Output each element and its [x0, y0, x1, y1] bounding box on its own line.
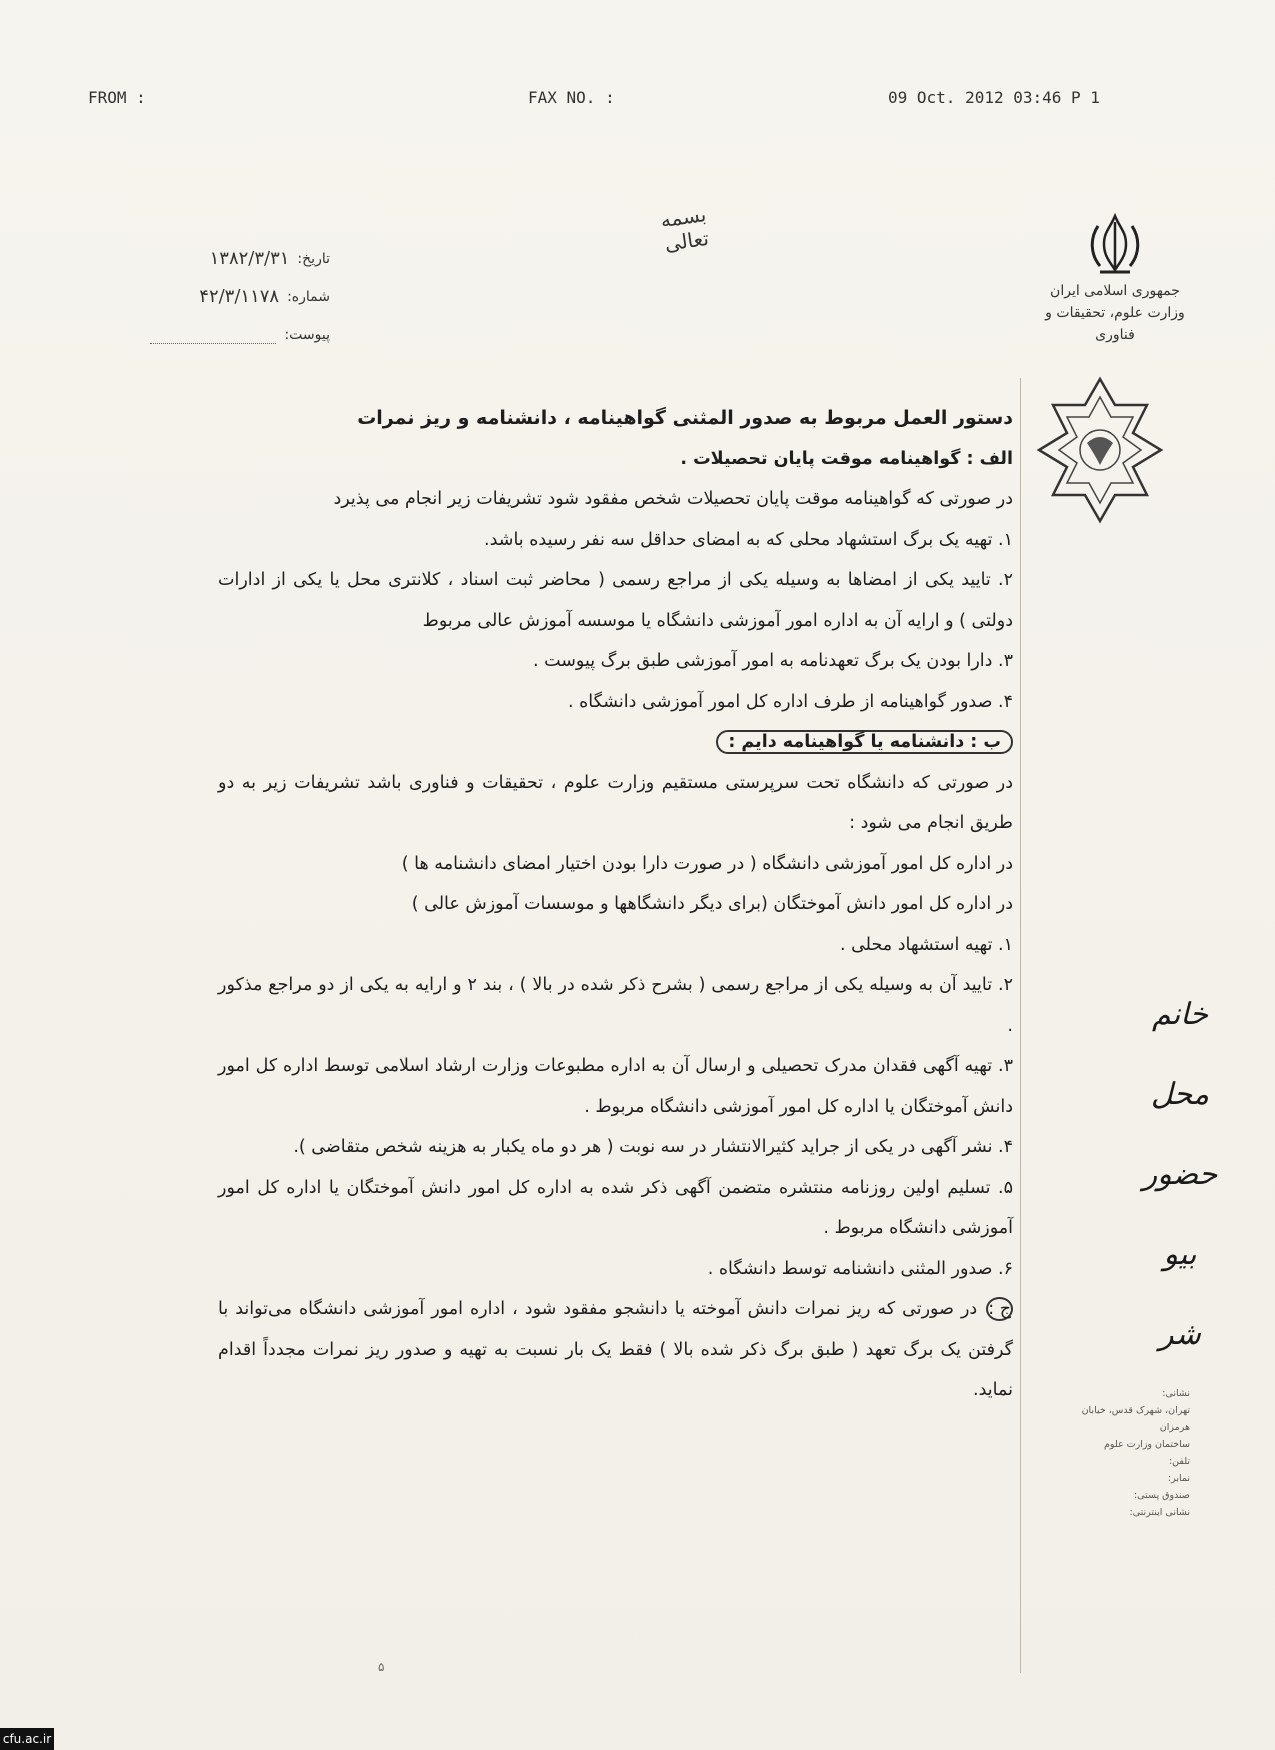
letter-body	[218, 398, 1013, 1411]
ministry-letterhead	[1040, 280, 1190, 346]
address-line-2: تهران، شهرک قدس، خیابان هرمزان	[1081, 1405, 1190, 1433]
date-label: تاریخ:	[297, 251, 330, 267]
fax-datetime: 09 Oct. 2012 03:46 P 1	[888, 88, 1100, 107]
section-a-heading: الف : گواهینامه موقت پایان تحصیلات .	[680, 448, 1013, 469]
section-b-heading-wrap	[218, 722, 1013, 763]
address-block	[1050, 1385, 1190, 1521]
handwritten-margin-note	[1135, 975, 1225, 1375]
number-label: شماره:	[287, 289, 330, 305]
date-value: ۱۳۸۲/۳/۳۱	[209, 248, 290, 269]
section-c-paragraph	[218, 1289, 1013, 1411]
address-line-6: صندوق پستی:	[1133, 1490, 1190, 1501]
section-b-route-1: در اداره کل امور آموزشی دانشگاه ( در صورت دارا بودن اختیار امضای دانشنامه ها )	[401, 853, 1013, 874]
section-c-heading: ج :	[988, 1299, 1011, 1319]
footer-logo[interactable]: cfu.ac.ir	[0, 1728, 54, 1750]
attachment-row	[150, 316, 330, 354]
section-b-item-6: ۶. صدور المثنی دانشنامه توسط دانشگاه .	[707, 1258, 1013, 1279]
section-b-item-5: ۵. تسلیم اولین روزنامه منتشره متضمن آگهی ذکر شده به اداره کل امور دانش آموختگان یا اداره کل امور آموزشی دانشگاه مربوط .	[218, 1177, 1013, 1238]
section-b-item-4: ۴. نشر آگهی در یکی از جراید کثیرالانتشار در سه نوبت ( هر دو ماه یکبار به هزینه شخص متقاضی ).	[293, 1137, 1013, 1157]
margin-note-line-3: بیو	[1163, 1237, 1197, 1272]
section-b-route-2: در اداره کل امور دانش آموختگان (برای دیگر دانشگاهها و موسسات آموزش عالی )	[411, 894, 1013, 914]
ministry-name: وزارت علوم، تحقیقات و فناوری	[1045, 305, 1185, 343]
section-b-heading: ب : دانشنامه یا گواهینامه دایم :	[716, 730, 1013, 754]
address-line-4: تلفن:	[1168, 1456, 1190, 1467]
section-b-intro: در صورتی که دانشگاه تحت سرپرستی مستقیم وزارت علوم ، تحقیقات و فناوری باشد تشریفات زیر به دو طریق انجام می شود :	[218, 772, 1013, 833]
number-value: ۴۲/۳/۱۱۷۸	[199, 286, 280, 307]
section-a-item-3: ۳. دارا بودن یک برگ تعهدنامه به امور آموزشی طبق برگ پیوست .	[532, 651, 1013, 671]
fax-from: FROM :	[88, 88, 146, 107]
address-line-1: نشانی:	[1162, 1388, 1190, 1399]
address-line-7: نشانی اینترنتی:	[1129, 1507, 1190, 1518]
section-a-item-1: ۱. تهیه یک برگ استشهاد محلی که به امضای حداقل سه نفر رسیده باشد.	[484, 529, 1013, 550]
margin-note-line-1: خانم	[1151, 997, 1208, 1032]
number-row	[150, 278, 330, 316]
attachment-label: پیوست:	[284, 327, 330, 343]
section-b-item-3: ۳. تهیه آگهی فقدان مدرک تحصیلی و ارسال آن به اداره مطبوعات وزارت ارشاد اسلامی توسط اداره کل امور دانش آموختگان یا اداره کل امور آموزشی دانشگاه مربوط .	[218, 1056, 1013, 1117]
letter-meta	[150, 240, 330, 354]
margin-note-line-2: محل حضور	[1142, 1077, 1218, 1192]
section-a-intro: در صورتی که گواهینامه موقت پایان تحصیلات شخص مفقود شود تشریفات زیر انجام می پذیرد	[333, 489, 1013, 509]
section-a-item-4: ۴. صدور گواهینامه از طرف اداره کل امور آموزشی دانشگاه .	[568, 691, 1013, 712]
basmala: بسمه تعالی	[659, 202, 711, 256]
country-name: جمهوری اسلامی ایران	[1050, 283, 1180, 299]
document-title: دستور العمل مربوط به صدور المثنی گواهینامه ، دانشنامه و ریز نمرات	[357, 407, 1013, 429]
fax-number: FAX NO. :	[528, 88, 615, 107]
page-mark: ۵	[378, 1660, 385, 1674]
section-b-item-1: ۱. تهیه استشهاد محلی .	[839, 934, 1013, 955]
date-row	[150, 240, 330, 278]
attachment-blank	[150, 327, 276, 344]
section-c-text: در صورتی که ریز نمرات دانش آموخته یا دانشجو مفقود شود ، اداره امور آموزشی دانشگاه می‌تواند با گرفتن یک برگ تعهد ( طبق برگ ذکر شده بالا ) فقط یک بار نسبت به تهیه و صدور ریز نمرات مجدداً اقدام نماید.	[218, 1299, 1013, 1400]
fax-header	[88, 88, 1148, 114]
iran-emblem-icon	[1080, 210, 1150, 280]
ornament-icon	[1035, 375, 1165, 525]
section-a-item-2: ۲. تایید یکی از امضاها به وسیله یکی از مراجع رسمی ( محاضر ثبت اسناد ، کلانتری محل یا یکی از ادارات دولتی ) و ارایه آن به اداره امور آموزشی دانشگاه یا موسسه آموزش عالی مربوط	[218, 570, 1013, 631]
address-line-3: ساختمان وزارت علوم	[1104, 1439, 1190, 1450]
margin-rule	[1020, 378, 1021, 1673]
section-b-item-2: ۲. تایید آن به وسیله یکی از مراجع رسمی ( بشرح ذکر شده در بالا ) ، بند ۲ و ارایه به یکی از دو مراجع مذکور .	[218, 975, 1014, 1036]
margin-note-line-4: شر	[1159, 1317, 1201, 1352]
address-line-5: نمابر:	[1167, 1473, 1190, 1484]
